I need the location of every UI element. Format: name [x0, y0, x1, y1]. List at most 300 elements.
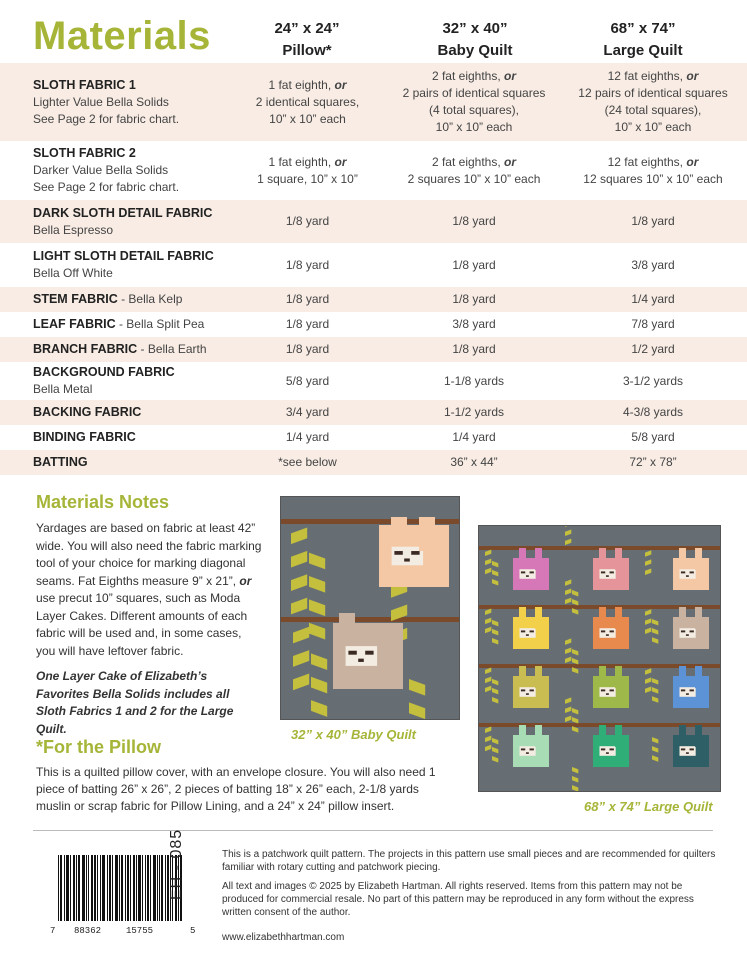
- value-text: 1-1/2 yards: [443, 405, 505, 419]
- value-text: 3-1/2 yards: [622, 373, 684, 388]
- value-line: [559, 68, 747, 85]
- sloth-nose: [686, 693, 689, 695]
- value-line: [226, 429, 389, 446]
- row-label: [0, 141, 226, 200]
- fabric-name: BACKGROUND FABRIC: [33, 365, 175, 379]
- leaf: [645, 627, 651, 633]
- sloth-nose: [606, 693, 609, 695]
- leaf: [565, 716, 571, 722]
- sloth-eye: [610, 689, 614, 691]
- value-line: [389, 68, 559, 85]
- leaf: [485, 668, 491, 674]
- row-value: [559, 400, 747, 425]
- value-text: 12 pairs of identical squares: [578, 86, 728, 100]
- value-line: [559, 404, 747, 421]
- sloth-face: [519, 687, 535, 697]
- value-line: [559, 85, 747, 102]
- value-line: [559, 373, 747, 390]
- value-line: [226, 154, 389, 171]
- table-row: [0, 243, 747, 287]
- table-row: [0, 450, 747, 475]
- value-line: [559, 213, 747, 230]
- value-text: 1/4 yard: [631, 292, 675, 306]
- notes-or: or: [239, 573, 252, 588]
- sloth-arm: [519, 666, 526, 680]
- row-value: [559, 287, 747, 312]
- column-header-pillow: [227, 18, 387, 62]
- leaf: [492, 579, 498, 585]
- row-value: [226, 450, 389, 475]
- value-text: 1/8 yard: [631, 214, 675, 228]
- value-text: 1/8 yard: [285, 257, 330, 272]
- leaf: [565, 697, 571, 703]
- column-header-large: [563, 18, 723, 62]
- barcode-bar: [117, 855, 118, 921]
- pillow-text: This is a quilted pillow cover, with an envelope closure. You will also need 1 piece of batting 26” x 26”, 2 pieces of batting 18” x 26” each, 2-1/8 yards muslin or scrap fabric for Pillow Lining, and a 24” x 24” pillow insert.: [36, 765, 436, 813]
- fabric-name: BACKING FABRIC: [33, 405, 142, 419]
- leaf: [645, 568, 651, 574]
- column-size: 68” x 74”: [610, 20, 676, 37]
- value-text: 1/8 yard: [285, 342, 330, 356]
- value-line: [226, 171, 389, 188]
- row-value: [226, 362, 389, 400]
- barcode-bar: [128, 855, 129, 921]
- sloth-arm: [615, 607, 622, 629]
- barcode-bar: [142, 855, 143, 921]
- value-line: [559, 154, 747, 171]
- value-line: [389, 454, 559, 471]
- row-value: [559, 63, 747, 141]
- table-row: [0, 63, 747, 141]
- leaf: [572, 608, 578, 614]
- fabric-suffix: - Bella Earth: [137, 342, 207, 356]
- footer-website[interactable]: www.elizabethhartman.com: [222, 932, 345, 943]
- barcode-digits-2: 15755: [126, 926, 154, 936]
- sloth-nose: [404, 558, 410, 561]
- sloth-eye: [365, 651, 373, 655]
- value-line: [559, 257, 747, 274]
- barcode-bar: [84, 855, 85, 921]
- sloth-arm: [679, 607, 686, 621]
- leaf: [565, 589, 571, 595]
- leaf: [572, 776, 578, 782]
- row-value: [389, 425, 559, 450]
- row-label: [0, 200, 226, 243]
- leaf: [311, 700, 327, 717]
- value-text: 12 fat eighths,: [607, 154, 687, 169]
- barcode-bar: [68, 855, 69, 921]
- value-line: [559, 119, 747, 136]
- column-name: Baby Quilt: [437, 42, 513, 59]
- column-header-baby: [395, 18, 555, 62]
- fabric-name: DARK SLOTH DETAIL FABRIC: [33, 205, 213, 220]
- barcode-bar: [97, 855, 98, 921]
- barcode-bar: [162, 855, 163, 921]
- materials-table: [0, 63, 747, 475]
- barcode-digits-1: 88362: [74, 926, 102, 936]
- value-text: 1/8 yard: [452, 292, 496, 306]
- sloth-nose: [686, 575, 689, 577]
- leaf: [311, 653, 327, 670]
- leaf: [309, 553, 325, 570]
- value-text: 1/8 yard: [285, 292, 330, 306]
- leaf: [492, 638, 498, 644]
- barcode-digit-left: 7: [50, 926, 56, 936]
- sloth-eye: [690, 571, 694, 573]
- barcode-bar: [100, 855, 101, 921]
- value-line: [226, 213, 389, 230]
- sloth-face: [346, 646, 378, 666]
- table-row: [0, 400, 747, 425]
- sloth-face: [599, 687, 615, 697]
- leaf: [492, 747, 498, 753]
- sloth-eye: [530, 748, 534, 750]
- materials-notes-title: Materials Notes: [36, 492, 170, 512]
- sloth-arm: [679, 725, 686, 739]
- sloth-arm: [535, 548, 542, 570]
- sloth-eye: [690, 630, 694, 632]
- or-word: or: [334, 154, 347, 169]
- leaf: [572, 767, 578, 773]
- fabric-detail: Bella Off White: [33, 266, 113, 280]
- value-text: (4 total squares),: [428, 103, 520, 117]
- value-line: [226, 291, 389, 308]
- barcode-bar: [70, 855, 71, 921]
- sloth-eye: [610, 748, 614, 750]
- large-quilt-image: [478, 525, 721, 792]
- value-line: [226, 404, 389, 421]
- leaf: [492, 570, 498, 576]
- fabric-name: SLOTH FABRIC 1: [33, 77, 136, 92]
- row-value: [226, 200, 389, 243]
- value-text: 2 pairs of identical squares: [402, 86, 546, 100]
- table-row: [0, 362, 747, 400]
- leaf: [565, 539, 571, 545]
- barcode-bar: [102, 855, 103, 921]
- value-line: [389, 341, 559, 358]
- leaf: [485, 727, 491, 733]
- sloth-face: [519, 569, 535, 579]
- barcode-bar: [91, 855, 92, 921]
- value-line: [226, 111, 389, 128]
- value-text: 5/8 yard: [631, 430, 675, 444]
- barcode-bar: [134, 855, 135, 921]
- column-size: 24” x 24”: [274, 20, 340, 37]
- sloth-arm: [615, 725, 622, 747]
- value-text: 36” x 44”: [450, 455, 498, 469]
- sloth-arm: [519, 607, 526, 621]
- barcode-bar: [107, 855, 108, 921]
- barcode-bar: [153, 855, 154, 921]
- leaf: [565, 648, 571, 654]
- barcode-bar: [74, 855, 75, 921]
- barcode-bar: [121, 855, 122, 921]
- footer-disclaimer: This is a patchwork quilt pattern. The projects in this pattern use small pieces and are recommended for quilters familiar with rotary cutting and patchwork piecing.: [222, 849, 716, 873]
- barcode-bar: [165, 855, 166, 921]
- or-word: or: [334, 77, 347, 92]
- row-label: [0, 312, 226, 337]
- barcode-bar: [147, 855, 148, 921]
- value-text: 1 square, 10” x 10”: [257, 171, 358, 186]
- row-value: [226, 287, 389, 312]
- leaf: [293, 627, 309, 644]
- barcode-bar: [64, 855, 65, 921]
- leaf: [572, 726, 578, 732]
- barcode-bar: [159, 855, 160, 921]
- sloth-eye: [530, 571, 534, 573]
- leaf: [485, 609, 491, 615]
- leaf: [485, 736, 491, 742]
- leaf: [565, 526, 571, 527]
- baby-quilt-caption: 32” x 40” Baby Quilt: [291, 727, 416, 742]
- leaf: [309, 599, 325, 616]
- sloth-arm: [695, 548, 702, 570]
- sloth-arm: [519, 725, 526, 739]
- sloth-arm: [679, 666, 686, 680]
- leaf: [565, 598, 571, 604]
- barcode-bar: [58, 855, 59, 921]
- fabric-name: STEM FABRIC: [33, 292, 118, 306]
- sloth-eye: [681, 748, 685, 750]
- row-value: [389, 287, 559, 312]
- sloth-arm: [695, 725, 702, 747]
- sloth-nose: [686, 634, 689, 636]
- barcode-bar: [79, 855, 80, 921]
- leaf: [645, 686, 651, 692]
- barcode-bar: [148, 855, 149, 921]
- row-label: [0, 450, 226, 475]
- value-text: 1/2 yard: [631, 342, 675, 356]
- row-value: [559, 141, 747, 200]
- barcode-bar: [78, 855, 79, 921]
- sloth-arm: [535, 725, 542, 747]
- leaf: [645, 668, 651, 674]
- sloth-eye: [601, 630, 605, 632]
- sloth-eye: [601, 689, 605, 691]
- sloth-nose: [358, 659, 364, 662]
- sloth-nose: [526, 752, 529, 754]
- sloth-eye: [681, 689, 685, 691]
- leaf: [291, 551, 307, 568]
- value-text: 10” x 10” each: [614, 120, 692, 134]
- leaf: [572, 599, 578, 605]
- table-row: [0, 287, 747, 312]
- value-line: [559, 429, 747, 446]
- row-value: [389, 362, 559, 400]
- leaf: [645, 559, 651, 565]
- barcode-bar: [73, 855, 74, 921]
- sloth-arm: [599, 607, 606, 621]
- value-text: 4-3/8 yards: [622, 405, 684, 419]
- fabric-suffix: - Bella Split Pea: [115, 317, 205, 331]
- value-text: 1/4 yard: [285, 430, 330, 444]
- sloth-arm: [695, 666, 702, 688]
- fabric-suffix: - Bella Kelp: [117, 292, 183, 306]
- sloth-arm: [535, 607, 542, 629]
- leaf: [485, 559, 491, 565]
- value-line: [389, 85, 559, 102]
- value-line: [559, 454, 747, 471]
- barcode-bar: [94, 855, 95, 921]
- sloth-eye: [601, 748, 605, 750]
- value-line: [389, 119, 559, 136]
- leaf: [645, 618, 651, 624]
- fabric-name: LEAF FABRIC: [33, 317, 116, 331]
- value-line: [389, 171, 559, 188]
- value-text: 1 fat eighth,: [268, 154, 335, 169]
- leaf: [565, 638, 571, 644]
- leaf: [291, 574, 307, 591]
- leaf: [492, 620, 498, 626]
- leaf: [572, 590, 578, 596]
- row-value: [226, 63, 389, 141]
- value-line: [226, 77, 389, 94]
- barcode-digit-right: 5: [190, 926, 196, 936]
- leaf: [652, 628, 658, 634]
- notes-layer-cake: One Layer Cake of Elizabeth’s Favorites Bella Solids includes all Sloth Fabrics 1 and 2 for the Large Quilt.: [36, 669, 234, 736]
- value-text: 1/8 yard: [452, 257, 496, 272]
- barcode-bar: [115, 855, 116, 921]
- value-text: 1-1/8 yards: [443, 373, 505, 388]
- leaf: [311, 677, 327, 694]
- table-row: [0, 312, 747, 337]
- barcode-bar: [155, 855, 156, 921]
- leaf: [572, 667, 578, 673]
- fabric-name: BATTING: [33, 455, 88, 469]
- barcode-bar: [61, 855, 62, 921]
- sloth-arm: [535, 666, 542, 688]
- barcode-bar: [145, 855, 146, 921]
- notes-text-part: use precut 10” squares, such as Moda Layer Cakes. Different amounts of each fabric will be used and, in some cases, you will have leftover fabric.: [36, 591, 248, 658]
- barcode-bar: [92, 855, 93, 921]
- row-value: [226, 337, 389, 362]
- fabric-name: BINDING FABRIC: [33, 430, 136, 444]
- row-value: [226, 312, 389, 337]
- sloth-eye: [690, 748, 694, 750]
- value-text: 1/8 yard: [285, 317, 330, 331]
- leaf: [492, 629, 498, 635]
- barcode-bar: [157, 855, 158, 921]
- sloth-eye: [681, 630, 685, 632]
- value-text: 72” x 78”: [629, 455, 677, 469]
- leaf: [572, 717, 578, 723]
- value-text: 12 fat eighths,: [607, 69, 687, 83]
- value-line: [389, 102, 559, 119]
- leaf: [572, 658, 578, 664]
- value-text: 1/8 yard: [285, 214, 330, 228]
- value-text: *see below: [278, 455, 337, 469]
- value-text: 2 identical squares,: [255, 94, 360, 109]
- sloth-eye: [521, 748, 525, 750]
- sloth-arm: [615, 548, 622, 570]
- leaf: [565, 657, 571, 663]
- value-line: [226, 373, 389, 390]
- barcode-bar: [103, 855, 104, 921]
- sloth-eye: [521, 571, 525, 573]
- sloth-nose: [606, 752, 609, 754]
- value-text: 7/8 yard: [631, 317, 675, 331]
- table-row: [0, 425, 747, 450]
- row-value: [559, 337, 747, 362]
- or-word: or: [504, 154, 517, 169]
- sloth-eye: [601, 571, 605, 573]
- barcode-icon: [58, 855, 183, 927]
- barcode-bar: [154, 855, 155, 921]
- row-value: [226, 400, 389, 425]
- leaf: [652, 687, 658, 693]
- leaf: [492, 688, 498, 694]
- row-label: [0, 400, 226, 425]
- fabric-detail: Lighter Value Bella Solids: [33, 94, 169, 109]
- value-text: 12 squares 10” x 10” each: [583, 171, 723, 186]
- barcode-bar: [95, 855, 96, 921]
- sloth-eye: [610, 630, 614, 632]
- value-text: 1/8 yard: [452, 214, 496, 228]
- fabric-detail: Bella Espresso: [33, 222, 114, 237]
- sloth-eye: [411, 551, 419, 555]
- sloth-arm: [615, 666, 622, 688]
- value-line: [226, 94, 389, 111]
- leaf: [485, 627, 491, 633]
- value-line: [389, 213, 559, 230]
- row-value: [389, 337, 559, 362]
- sloth-eye: [690, 689, 694, 691]
- leaf: [492, 697, 498, 703]
- value-line: [226, 257, 389, 274]
- leaf: [492, 756, 498, 762]
- notes-text-part: Yardages are based on fabric at least 42” wide. You will also need the fabric marking tool of your choice for marking diagonal seams. Fat Eighths measure 9” x 21”,: [36, 521, 262, 588]
- leaf: [485, 686, 491, 692]
- leaf: [645, 550, 651, 556]
- value-line: [389, 291, 559, 308]
- row-value: [226, 425, 389, 450]
- sloth-nose: [606, 634, 609, 636]
- value-text: 3/8 yard: [631, 257, 675, 272]
- barcode-bar: [82, 855, 83, 921]
- barcode-bar: [76, 855, 77, 921]
- barcode-bar: [125, 855, 126, 921]
- pillow-title: *For the Pillow: [36, 737, 162, 757]
- sloth-arm: [391, 517, 407, 531]
- value-line: [389, 154, 559, 171]
- barcode-bar: [116, 855, 117, 921]
- leaf: [492, 679, 498, 685]
- large-quilt-caption: 68” x 74” Large Quilt: [584, 799, 713, 814]
- sloth-face: [392, 547, 424, 566]
- barcode-bar: [161, 855, 162, 921]
- value-line: [389, 316, 559, 333]
- row-value: [559, 450, 747, 475]
- barcode-bar: [60, 855, 61, 921]
- leaf: [565, 707, 571, 713]
- row-value: [389, 243, 559, 287]
- barcode-bar: [127, 855, 128, 921]
- sloth-eye: [521, 689, 525, 691]
- leaf: [652, 746, 658, 752]
- row-label: [0, 243, 226, 287]
- sloth-nose: [606, 575, 609, 577]
- value-text: 1 fat eighth,: [268, 77, 335, 92]
- barcode-bar: [140, 855, 141, 921]
- pattern-code: EH - 085: [168, 828, 185, 900]
- value-text: 5/8 yard: [285, 373, 330, 388]
- sloth-face: [519, 628, 535, 638]
- barcode-bar: [86, 855, 87, 921]
- leaf: [485, 568, 491, 574]
- sloth-face: [679, 569, 695, 579]
- barcode-bar: [112, 855, 113, 921]
- sloth-arm: [519, 548, 526, 562]
